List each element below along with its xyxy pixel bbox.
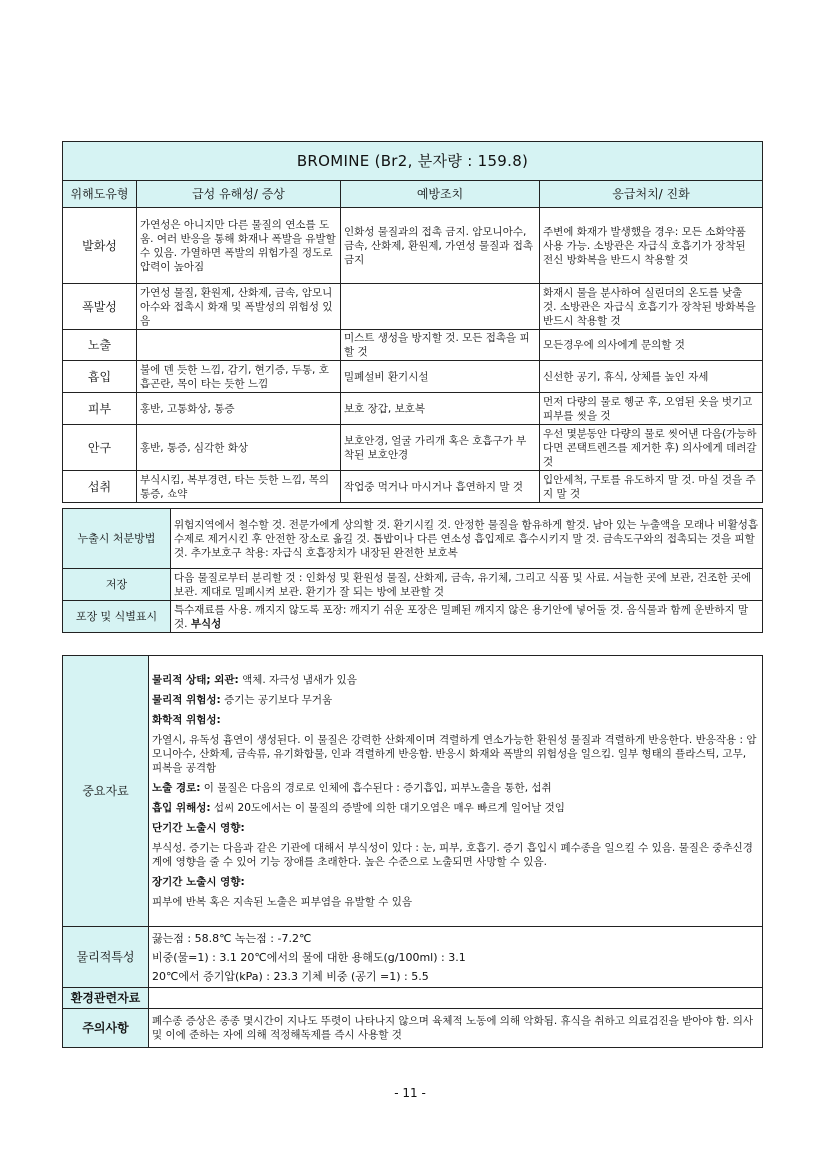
storage-label: 저장 bbox=[63, 569, 171, 601]
hazard-firstaid: 신선한 공기, 휴식, 상체를 높인 자세 bbox=[540, 361, 763, 393]
environment-text bbox=[149, 988, 763, 1009]
table-row bbox=[63, 361, 763, 393]
hazard-type: 노출 bbox=[63, 330, 137, 361]
physhaz-label: 물리적 위험성: bbox=[152, 694, 221, 706]
hazard-firstaid: 화재시 물을 분사하여 실린더의 온도를 낮출 것. 소방관은 자급식 호흡기가 장착된 방화복을 반드시 착용할 것 bbox=[540, 284, 763, 330]
inhal-label: 흡입 위해성: bbox=[152, 802, 211, 814]
hazard-type: 안구 bbox=[63, 425, 137, 471]
info-table bbox=[62, 655, 763, 1048]
route-text: 이 물질은 다음의 경로로 인체에 흡수된다 : 증기흡입, 피부노출을 통한, 섭취 bbox=[203, 782, 552, 794]
table-row bbox=[63, 471, 763, 503]
column-header: 위해도유형 bbox=[63, 181, 137, 208]
hazard-prevention: 미스트 생성을 방지할 것. 모든 접촉을 피할 것 bbox=[341, 330, 540, 361]
page-number: - 11 - bbox=[394, 1086, 426, 1100]
hazard-firstaid: 입안세척, 구토를 유도하지 말 것. 마실 것을 주지 말 것 bbox=[540, 471, 763, 503]
hazard-symptom bbox=[137, 330, 341, 361]
state-label: 물리적 상태; 외관: bbox=[152, 674, 239, 686]
state-text: 액체. 자극성 냄새가 있음 bbox=[242, 674, 357, 686]
table-row bbox=[63, 927, 763, 988]
short-label: 단기간 노출시 영향: bbox=[152, 822, 245, 834]
hazard-symptom: 홍반, 통증, 심각한 화상 bbox=[137, 425, 341, 471]
long-label: 장기간 노출시 영향: bbox=[152, 876, 245, 888]
table-row bbox=[63, 569, 763, 601]
hazard-type: 발화성 bbox=[63, 208, 137, 284]
packaging-label: 포장 및 식별표시 bbox=[63, 601, 171, 633]
column-header: 응급처치/ 진화 bbox=[540, 181, 763, 208]
hazard-type: 섭취 bbox=[63, 471, 137, 503]
hazard-firstaid: 먼저 다량의 물로 헹군 후, 오염된 옷을 벗기고 피부를 씻을 것 bbox=[540, 393, 763, 425]
physical-line: 끓는점 : 58.8℃ 녹는점 : -7.2℃ bbox=[152, 931, 312, 945]
hazard-firstaid: 우선 몇분동안 다량의 물로 씻어낸 다음(가능하다면 콘택트렌즈를 제거한 후) 의사에게 데려갈 것 bbox=[540, 425, 763, 471]
table-row bbox=[63, 208, 763, 284]
table-row bbox=[63, 330, 763, 361]
table-row bbox=[63, 656, 763, 927]
hazard-symptom: 불에 덴 듯한 느낌, 감기, 현기증, 두통, 호흡곤란, 목이 타는 듯한 느낌 bbox=[137, 361, 341, 393]
hazard-prevention: 인화성 물질과의 접촉 금지. 암모니아수, 금속, 산화제, 환원제, 가연성 물질과 접촉금지 bbox=[341, 208, 540, 284]
table-row bbox=[63, 284, 763, 330]
hazard-prevention: 보호 장갑, 보호복 bbox=[341, 393, 540, 425]
column-header: 예방조치 bbox=[341, 181, 540, 208]
hazard-table bbox=[62, 141, 763, 503]
physical-line: 20℃에서 증기압(kPa) : 23.3 기체 비중 (공기 =1) : 5.5 bbox=[152, 969, 429, 983]
hazard-symptom: 가연성은 아니지만 다른 물질의 연소를 도움. 여러 반응을 통해 화재나 폭발을 유발할 수 있음. 가열하면 폭발의 위험가질 정도로 압력이 높아짐 bbox=[137, 208, 341, 284]
long-text: 피부에 반복 혹은 지속된 노출은 피부염을 유발할 수 있음 bbox=[152, 896, 412, 908]
hazard-type: 폭발성 bbox=[63, 284, 137, 330]
caution-label: 주의사항 bbox=[63, 1009, 149, 1048]
physical-content bbox=[149, 927, 763, 988]
physical-line: 비중(물=1) : 3.1 20℃에서의 물에 대한 용해도(g/100ml) : 3.1 bbox=[152, 950, 466, 964]
chemhaz-text: 가열시, 유독성 흄연이 생성된다. 이 물질은 강력한 산화제이며 격렬하게 연소가능한 환원성 물질과 격렬하게 반응한다. 반응작용 : 암모니아수, 산화제, 금속류, 유기화합물, 인과 격렬하게 반응함. 반응시 화재와 폭발의 위험성을 일으킴. 일부 형태의 플라스틱, 고무, 피복을 공격함 bbox=[152, 734, 757, 774]
hazard-firstaid: 주변에 화재가 발생했을 경우: 모든 소화약품 사용 가능. 소방관은 자급식 호흡기가 장착된 전신 방화복을 반드시 착용할 것 bbox=[540, 208, 763, 284]
inhal-text: 섭씨 20도에서는 이 물질의 증발에 의한 대기오염은 매우 빠르게 일어날 것임 bbox=[213, 802, 565, 814]
table-row bbox=[63, 425, 763, 471]
storage-text: 다음 물질로부터 분리할 것 : 인화성 및 환원성 물질, 산화제, 금속, 유기체, 그리고 식품 및 사료. 서늘한 곳에 보관, 건조한 곳에 보관. 제대로 밀폐시켜 보관. 환기가 잘 되는 방에 보관할 것 bbox=[171, 569, 763, 601]
substance-title: BROMINE (Br2, 분자량 : 159.8) bbox=[63, 142, 763, 181]
table-row bbox=[63, 988, 763, 1009]
table-row bbox=[63, 509, 763, 569]
table-row bbox=[63, 601, 763, 633]
hazard-type: 피부 bbox=[63, 393, 137, 425]
hazard-prevention: 작업중 먹거나 마시거나 흡연하지 말 것 bbox=[341, 471, 540, 503]
route-label: 노출 경로: bbox=[152, 782, 201, 794]
environment-label: 환경관련자료 bbox=[63, 988, 149, 1009]
chemhaz-label: 화학적 위험성: bbox=[152, 714, 221, 726]
packaging-text: 특수재료를 사용. 깨지지 않도록 포장: 깨지기 쉬운 포장은 밀폐된 깨지지 않은 용기안에 넣어둘 것. 음식물과 함께 운반하지 말 것. bbox=[174, 603, 749, 630]
short-text: 부식성. 증기는 다음과 같은 기관에 대해서 부식성이 있다 : 눈, 피부, 호흡기. 증기 흡입시 폐수종을 일으킬 수 있음. 물질은 중추신경계에 영향을 줄 수 있어 기능 장애를 초래한다. 높은 수준으로 노출되면 사망할 수 있음. bbox=[152, 842, 753, 868]
column-header: 급성 유해성/ 증상 bbox=[137, 181, 341, 208]
important-content bbox=[149, 656, 763, 927]
packaging-cell bbox=[171, 601, 763, 633]
physhaz-text: 증기는 공기보다 무거움 bbox=[224, 694, 333, 706]
spill-text: 위험지역에서 철수할 것. 전문가에게 상의할 것. 환기시킬 것. 안정한 물질을 함유하게 할것. 남아 있는 누출액을 모래나 비활성흡수제로 제거시킨 후 안전한 장소로 옮길 것. 톱밥이나 다른 연소성 흡입제로 흡수시키지 말 것. 금속도구와의 접촉되는 것을 피할 것. 추가보호구 착용: 자급식 호흡장치가 내장된 완전한 보호복 bbox=[171, 509, 763, 569]
important-label: 중요자료 bbox=[63, 656, 149, 927]
hazard-symptom: 부식시킴, 복부경련, 타는 듯한 느낌, 목의 통증, 쇼약 bbox=[137, 471, 341, 503]
table-row bbox=[63, 1009, 763, 1048]
caution-text: 폐수종 증상은 종종 몇시간이 지나도 뚜렷이 나타나지 않으며 육체적 노동에 의해 악화됨. 휴식을 취하고 의료검진을 받아야 함. 의사 및 이에 준하는 자에 의해 적정해독제를 즉시 사용할 것 bbox=[149, 1009, 763, 1048]
physical-label: 물리적특성 bbox=[63, 927, 149, 988]
hazard-firstaid: 모든경우에 의사에게 문의할 것 bbox=[540, 330, 763, 361]
hazard-symptom: 가연성 물질, 환원제, 산화제, 금속, 암모니아수와 접촉시 화재 및 폭발성의 위험성 있음 bbox=[137, 284, 341, 330]
hazard-prevention: 밀폐설비 환기시설 bbox=[341, 361, 540, 393]
handling-table bbox=[62, 508, 763, 633]
packaging-bold: 부식성 bbox=[190, 617, 222, 630]
hazard-symptom: 홍반, 고통화상, 통증 bbox=[137, 393, 341, 425]
hazard-type: 흡입 bbox=[63, 361, 137, 393]
table-row bbox=[63, 393, 763, 425]
hazard-prevention bbox=[341, 284, 540, 330]
spill-label: 누출시 처분방법 bbox=[63, 509, 171, 569]
hazard-prevention: 보호안경, 얼굴 가리개 혹은 호흡구가 부착된 보호안경 bbox=[341, 425, 540, 471]
